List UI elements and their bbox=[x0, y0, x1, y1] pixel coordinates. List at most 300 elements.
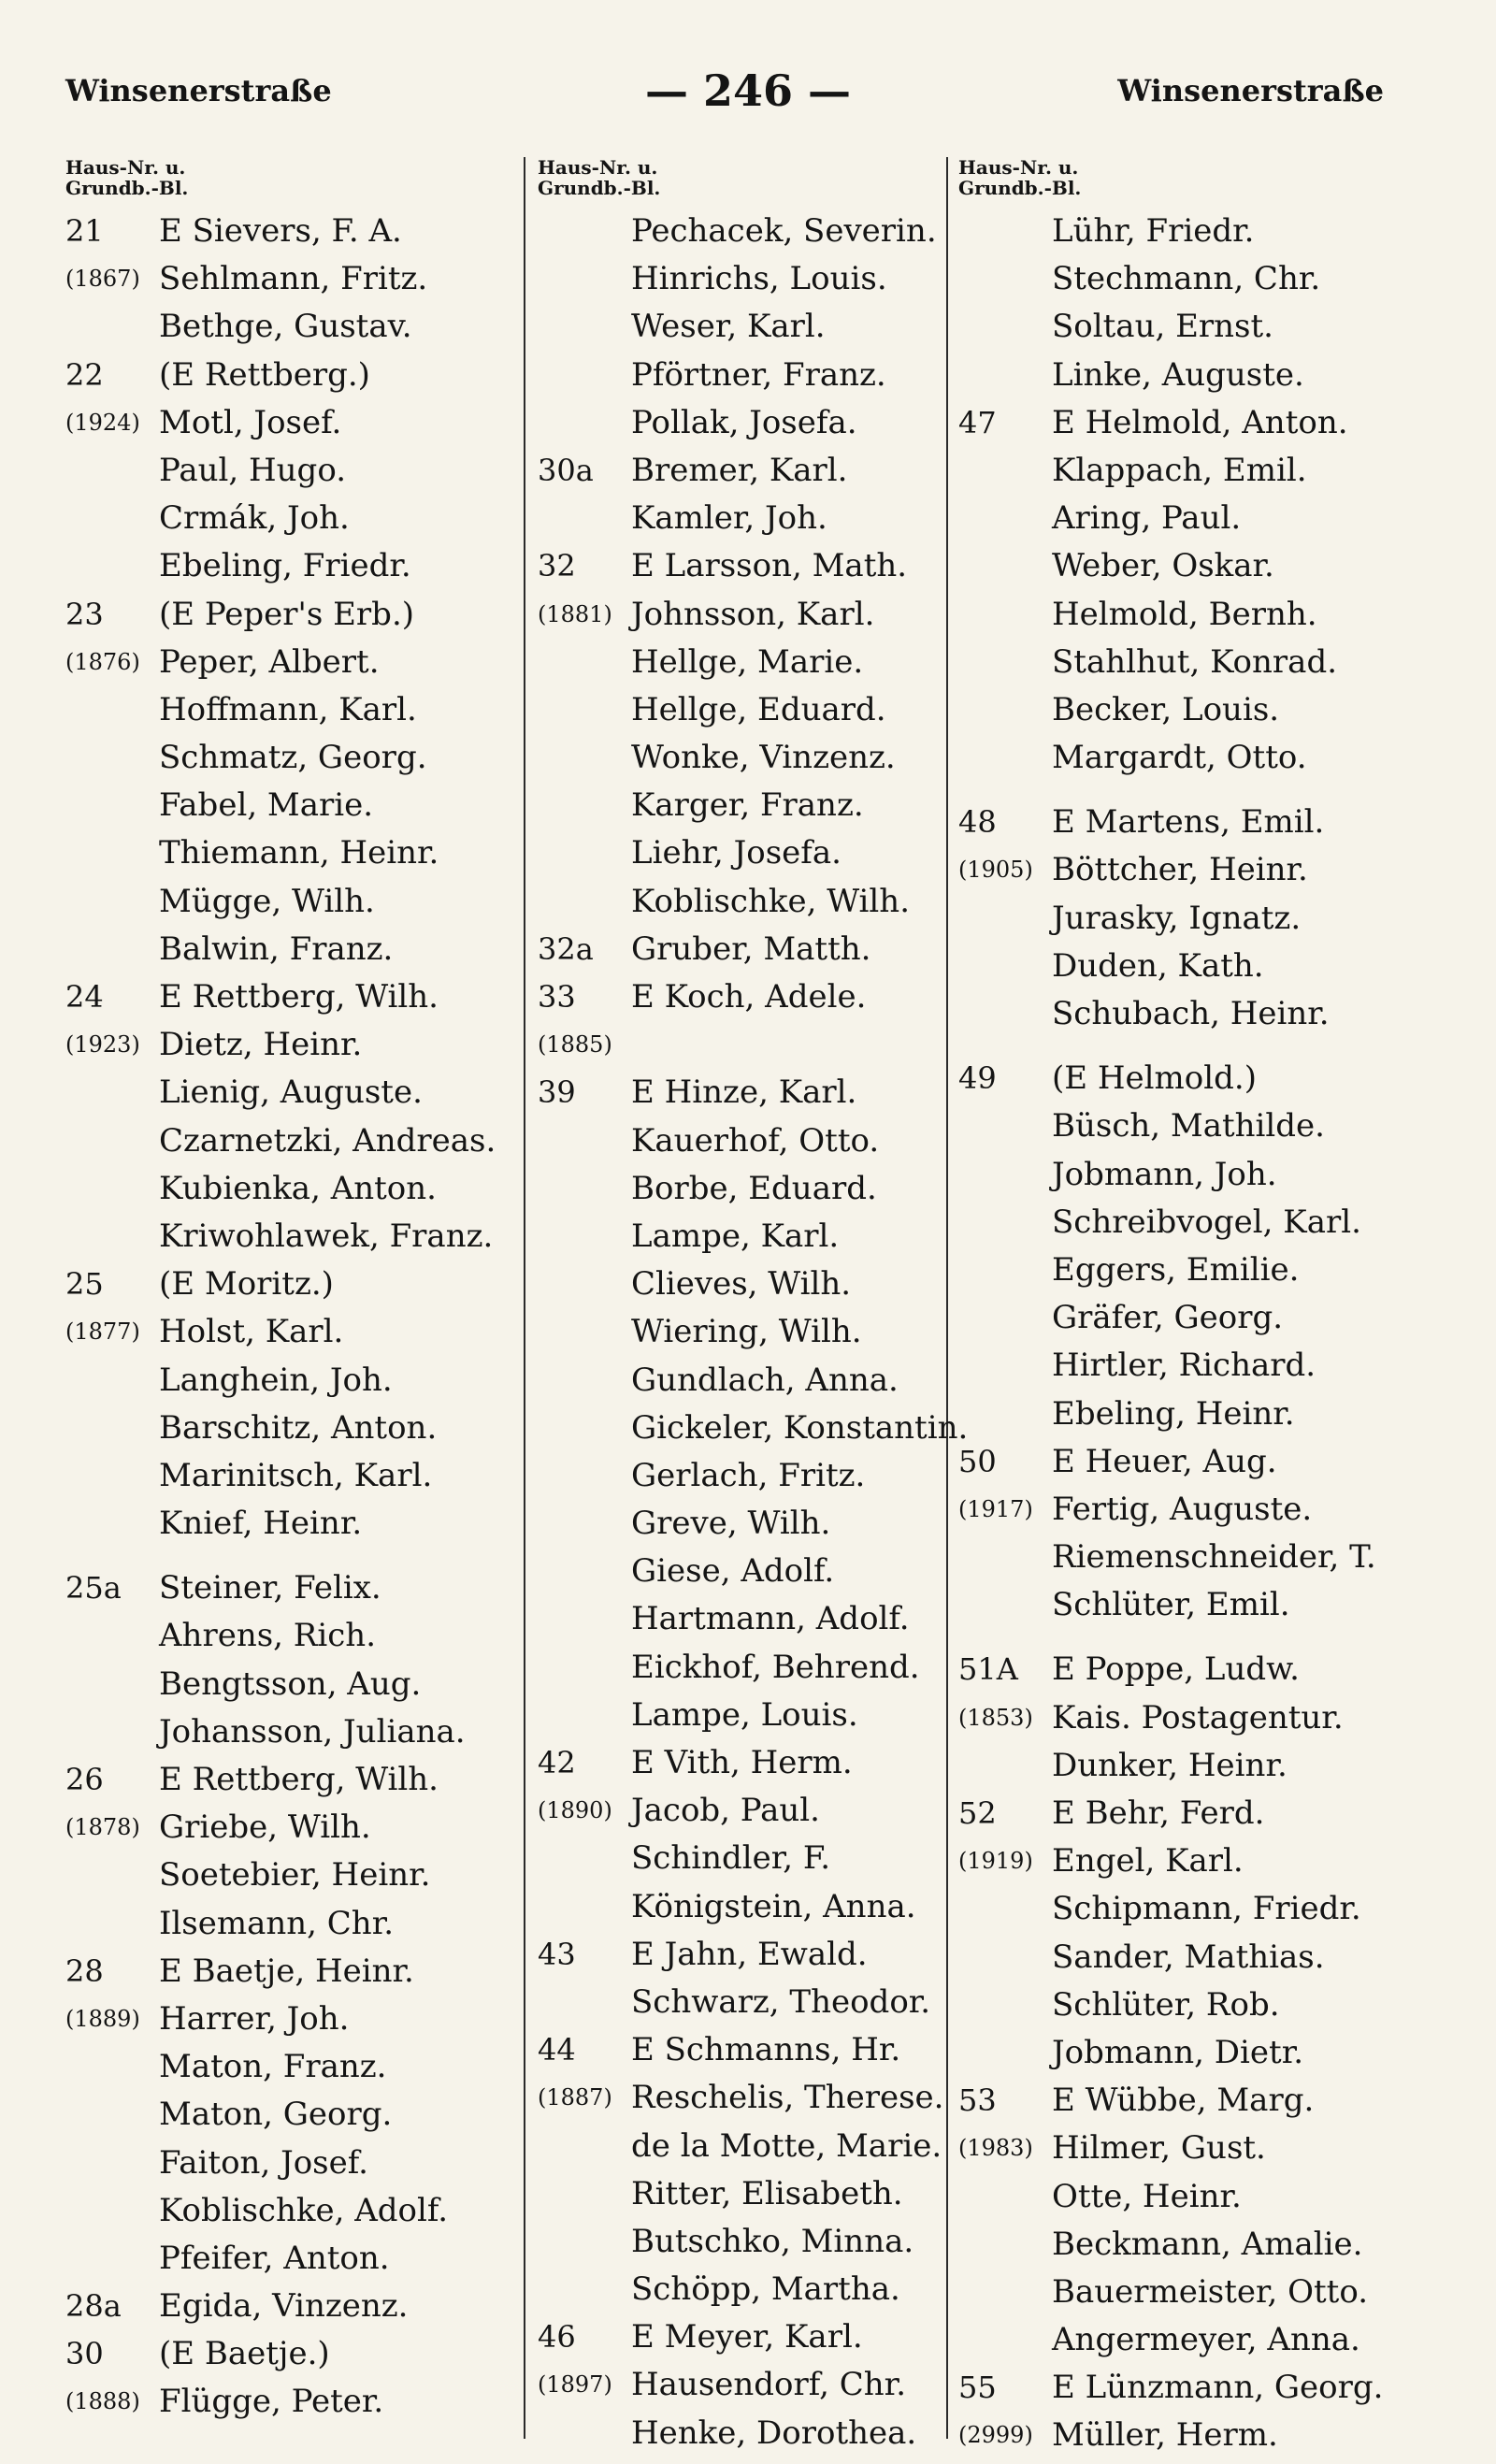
directory-entry bbox=[538, 542, 954, 590]
directory-entry bbox=[65, 2043, 533, 2091]
resident-name: Stechmann, Chr. bbox=[1052, 260, 1321, 298]
resident-name: Ebeling, Heinr. bbox=[1052, 1394, 1295, 1433]
resident-name: Bauermeister, Otto. bbox=[1052, 2272, 1369, 2311]
directory-entry bbox=[65, 303, 533, 351]
resident-name: Liehr, Josefa. bbox=[631, 834, 842, 872]
resident-name: Ahrens, Rich. bbox=[159, 1617, 377, 1655]
directory-entry bbox=[65, 734, 533, 782]
house-number: 32a bbox=[538, 930, 594, 967]
directory-entry bbox=[65, 495, 533, 542]
resident-name: Gruber, Matth. bbox=[631, 929, 871, 968]
directory-entry bbox=[65, 1213, 533, 1261]
resident-name: Ebeling, Friedr. bbox=[159, 547, 411, 585]
directory-entry bbox=[538, 2410, 954, 2457]
directory-entry bbox=[65, 686, 533, 734]
resident-name: Schubach, Heinr. bbox=[1052, 995, 1330, 1032]
column-header-line: Haus-Nr. u. bbox=[65, 156, 186, 179]
resident-name: E Larsson, Math. bbox=[631, 547, 908, 585]
directory-entry bbox=[538, 1165, 954, 1213]
house-number: 51A bbox=[958, 1651, 1018, 1688]
resident-name: Gräfer, Georg. bbox=[1052, 1299, 1284, 1337]
resident-name: Kriwohlawek, Franz. bbox=[159, 1217, 494, 1255]
directory-entry bbox=[538, 2313, 954, 2361]
directory-entry bbox=[538, 1021, 954, 1069]
running-head-left: Winsenerstraße bbox=[65, 73, 332, 108]
directory-entry bbox=[65, 1948, 533, 1996]
resident-name: E Poppe, Ludw. bbox=[1052, 1650, 1300, 1689]
directory-entry bbox=[538, 1117, 954, 1165]
resident-name: Flügge, Peter. bbox=[159, 2383, 384, 2421]
register-number: (1923) bbox=[65, 1031, 140, 1059]
resident-name: Koblischke, Adolf. bbox=[159, 2191, 449, 2229]
directory-entry bbox=[65, 1500, 533, 1548]
resident-name: Dunker, Heinr. bbox=[1052, 1746, 1287, 1784]
directory-entry bbox=[65, 1900, 533, 1948]
directory-entry bbox=[65, 208, 533, 255]
directory-entry bbox=[958, 943, 1426, 990]
column-header bbox=[538, 157, 954, 208]
resident-name: Holst, Karl. bbox=[159, 1313, 344, 1351]
resident-name: Steiner, Felix. bbox=[159, 1569, 381, 1607]
directory-entry bbox=[958, 1885, 1426, 1933]
resident-name: E Jahn, Ewald. bbox=[631, 1935, 868, 1973]
resident-name: Weser, Karl. bbox=[631, 308, 826, 346]
directory-entry bbox=[65, 1308, 533, 1356]
directory-entry bbox=[65, 591, 533, 639]
resident-name: Clieves, Wilh. bbox=[631, 1265, 852, 1304]
directory-entry bbox=[65, 829, 533, 877]
directory-entry bbox=[65, 399, 533, 447]
resident-name: Barschitz, Anton. bbox=[159, 1408, 438, 1447]
resident-name: Borbe, Eduard. bbox=[631, 1169, 877, 1207]
register-number: (1881) bbox=[538, 600, 612, 627]
resident-name: Paul, Hugo. bbox=[159, 451, 346, 489]
resident-name: E Sievers, F. A. bbox=[159, 212, 402, 250]
resident-name: Beckmann, Amalie. bbox=[1052, 2225, 1363, 2263]
resident-name: Schreibvogel, Karl. bbox=[1052, 1203, 1361, 1241]
directory-entry bbox=[958, 1055, 1426, 1102]
resident-name: E Martens, Emil. bbox=[1052, 803, 1325, 842]
resident-name: E Heuer, Aug. bbox=[1052, 1442, 1277, 1480]
directory-entry bbox=[958, 1246, 1426, 1294]
directory-entry bbox=[958, 1391, 1426, 1438]
directory-entry bbox=[538, 1787, 954, 1835]
directory-entry bbox=[958, 846, 1426, 894]
resident-name: (E Helmold.) bbox=[1052, 1059, 1257, 1098]
page-number: — 246 — bbox=[644, 65, 852, 116]
directory-entry bbox=[958, 1534, 1426, 1581]
house-number: 49 bbox=[958, 1060, 997, 1097]
register-number: (1917) bbox=[958, 1495, 1033, 1522]
directory-entry bbox=[538, 1835, 954, 1882]
directory-entry bbox=[958, 1837, 1426, 1885]
resident-name: Hinrichs, Louis. bbox=[631, 260, 887, 298]
resident-name: Angermeyer, Anna. bbox=[1052, 2321, 1360, 2359]
house-number: 25a bbox=[65, 1570, 122, 1607]
resident-name: Otte, Heinr. bbox=[1052, 2177, 1242, 2215]
directory-entry bbox=[65, 1405, 533, 1452]
directory-entry bbox=[538, 2123, 954, 2170]
house-number: 43 bbox=[538, 1936, 576, 1972]
resident-name: Stahlhut, Konrad. bbox=[1052, 642, 1338, 681]
directory-entry bbox=[538, 208, 954, 255]
house-number: 26 bbox=[65, 1762, 104, 1797]
directory-entry bbox=[538, 303, 954, 351]
entry-gap bbox=[958, 1629, 1426, 1646]
resident-name: Schindler, F. bbox=[631, 1839, 830, 1878]
resident-name: Bethge, Gustav. bbox=[159, 308, 412, 346]
resident-name: Schipmann, Friedr. bbox=[1052, 1890, 1361, 1928]
resident-name: Kais. Postagentur. bbox=[1052, 1698, 1344, 1736]
entry-gap bbox=[958, 1038, 1426, 1055]
resident-name: Becker, Louis. bbox=[1052, 690, 1280, 728]
directory-entry bbox=[958, 447, 1426, 495]
directory-entry bbox=[958, 2125, 1426, 2172]
directory-entry bbox=[958, 1438, 1426, 1486]
directory-entry bbox=[538, 1931, 954, 1979]
resident-name: de la Motte, Marie. bbox=[631, 2126, 942, 2165]
directory-entry bbox=[958, 352, 1426, 399]
register-number: (1905) bbox=[958, 857, 1033, 884]
register-number: (1889) bbox=[65, 2005, 140, 2032]
directory-entry bbox=[65, 973, 533, 1021]
register-number: (1877) bbox=[65, 1318, 140, 1346]
directory-entry bbox=[538, 1548, 954, 1595]
directory-entry bbox=[538, 399, 954, 447]
resident-name: Linke, Auguste. bbox=[1052, 355, 1304, 394]
resident-name: Sander, Mathias. bbox=[1052, 1938, 1325, 1976]
resident-name: Jobmann, Joh. bbox=[1052, 1155, 1277, 1193]
house-number: 32 bbox=[538, 548, 576, 584]
house-number: 46 bbox=[538, 2319, 576, 2356]
directory-entry bbox=[958, 1102, 1426, 1150]
register-number: (1887) bbox=[538, 2084, 612, 2111]
resident-name: Pfeifer, Anton. bbox=[159, 2239, 390, 2277]
directory-entry bbox=[538, 973, 954, 1021]
resident-name: Büsch, Mathilde. bbox=[1052, 1107, 1325, 1146]
register-number: (1897) bbox=[538, 2371, 612, 2399]
directory-entry bbox=[65, 878, 533, 926]
directory-entry bbox=[65, 1069, 533, 1117]
house-number: 42 bbox=[538, 1745, 576, 1780]
directory-entry bbox=[958, 208, 1426, 255]
house-number: 30a bbox=[538, 452, 594, 488]
directory-entry bbox=[958, 399, 1426, 447]
resident-name: Hilmer, Gust. bbox=[1052, 2129, 1266, 2168]
resident-name: Weber, Oskar. bbox=[1052, 547, 1274, 585]
resident-name: Eickhof, Behrend. bbox=[631, 1648, 920, 1686]
directory-entry bbox=[65, 1756, 533, 1804]
directory-entry bbox=[538, 1883, 954, 1931]
directory-entry bbox=[958, 1581, 1426, 1629]
resident-name: E Baetje, Heinr. bbox=[159, 1952, 414, 1990]
register-number: (1876) bbox=[65, 648, 140, 675]
directory-entry bbox=[958, 255, 1426, 303]
directory-entry bbox=[958, 990, 1426, 1038]
resident-name: Lampe, Karl. bbox=[631, 1217, 840, 1255]
directory-entry bbox=[65, 352, 533, 399]
directory-entry bbox=[538, 639, 954, 686]
resident-name: Hellge, Eduard. bbox=[631, 690, 886, 728]
directory-entry bbox=[538, 2218, 954, 2266]
register-number: (1878) bbox=[65, 1814, 140, 1841]
resident-name: Jobmann, Dietr. bbox=[1052, 2033, 1304, 2071]
resident-name: (E Moritz.) bbox=[159, 1265, 334, 1304]
resident-name: Bengtsson, Aug. bbox=[159, 1664, 422, 1703]
resident-name: Karger, Franz. bbox=[631, 786, 864, 825]
resident-name: Peper, Albert. bbox=[159, 642, 380, 681]
resident-name: Pollak, Josefa. bbox=[631, 403, 857, 441]
resident-name: Marinitsch, Karl. bbox=[159, 1456, 433, 1494]
resident-name: Butschko, Minna. bbox=[631, 2222, 914, 2260]
resident-name: Ritter, Elisabeth. bbox=[631, 2174, 903, 2212]
register-number: (2999) bbox=[958, 2422, 1033, 2449]
directory-entry bbox=[958, 303, 1426, 351]
resident-name: Hellge, Marie. bbox=[631, 642, 864, 681]
directory-entry bbox=[538, 1644, 954, 1692]
directory-entry bbox=[65, 2091, 533, 2139]
directory-entry bbox=[538, 1405, 969, 1452]
resident-name: Balwin, Franz. bbox=[159, 929, 394, 968]
directory-entry bbox=[538, 1069, 954, 1117]
house-number: 53 bbox=[958, 2082, 997, 2119]
directory-entry bbox=[958, 1694, 1426, 1742]
resident-name: E Meyer, Karl. bbox=[631, 2318, 863, 2356]
directory-entry bbox=[538, 1452, 954, 1500]
resident-name: Aring, Paul. bbox=[1052, 499, 1242, 538]
resident-name: E Vith, Herm. bbox=[631, 1744, 853, 1781]
directory-entry bbox=[65, 1852, 533, 1899]
resident-name: Helmold, Bernh. bbox=[1052, 595, 1317, 633]
resident-name: Margardt, Otto. bbox=[1052, 739, 1307, 777]
resident-name: E Lünzmann, Georg. bbox=[1052, 2369, 1384, 2407]
resident-name: Johnsson, Karl. bbox=[631, 595, 875, 633]
resident-name: Ilsemann, Chr. bbox=[159, 1904, 395, 1942]
directory-entry bbox=[538, 1595, 954, 1643]
directory-entry bbox=[538, 1692, 954, 1739]
resident-name: Kubienka, Anton. bbox=[159, 1169, 437, 1207]
register-number: (1890) bbox=[538, 1797, 612, 1824]
resident-name: Königstein, Anna. bbox=[631, 1887, 916, 1925]
directory-entry bbox=[65, 782, 533, 829]
directory-entry bbox=[958, 799, 1426, 846]
house-number: 21 bbox=[65, 213, 104, 249]
register-number: (1919) bbox=[958, 1848, 1033, 1875]
directory-entry bbox=[538, 255, 954, 303]
column-header-line: Haus-Nr. u. bbox=[958, 156, 1079, 179]
directory-entry bbox=[538, 1308, 954, 1356]
directory-entry bbox=[538, 2266, 954, 2313]
house-number: 28a bbox=[65, 2288, 122, 2325]
directory-entry bbox=[65, 2140, 533, 2187]
directory-entry bbox=[65, 2187, 533, 2235]
resident-name: Reschelis, Therese. bbox=[631, 2079, 944, 2117]
resident-name: Lienig, Auguste. bbox=[159, 1073, 423, 1112]
directory-entry bbox=[65, 1021, 533, 1069]
directory-entry bbox=[65, 1357, 533, 1405]
resident-name: Fabel, Marie. bbox=[159, 786, 374, 825]
directory-entry bbox=[958, 2029, 1426, 2077]
directory-entry bbox=[958, 686, 1426, 734]
resident-name: Soltau, Ernst. bbox=[1052, 308, 1273, 346]
directory-entry bbox=[538, 2074, 954, 2122]
directory-entry bbox=[538, 1979, 954, 2026]
column-1 bbox=[65, 157, 533, 2439]
resident-name: Schöpp, Martha. bbox=[631, 2270, 900, 2309]
resident-name: Jacob, Paul. bbox=[631, 1792, 820, 1830]
resident-name: Harrer, Joh. bbox=[159, 1999, 350, 2038]
resident-name: Eggers, Emilie. bbox=[1052, 1250, 1300, 1289]
register-number: (1867) bbox=[65, 266, 140, 293]
resident-name: (E Baetje.) bbox=[159, 2335, 330, 2373]
directory-entry bbox=[958, 2077, 1426, 2125]
house-number: 52 bbox=[958, 1795, 997, 1831]
directory-entry bbox=[538, 1500, 954, 1548]
directory-entry bbox=[958, 1151, 1426, 1199]
directory-entry bbox=[538, 878, 954, 926]
resident-name: Thiemann, Heinr. bbox=[159, 834, 439, 872]
directory-entry bbox=[65, 2330, 533, 2378]
house-number: 33 bbox=[538, 979, 576, 1015]
register-number: (1853) bbox=[958, 1704, 1033, 1731]
directory-entry bbox=[65, 1564, 533, 1612]
house-number: 55 bbox=[958, 2370, 997, 2406]
directory-entry bbox=[65, 926, 533, 973]
directory-entry bbox=[958, 495, 1426, 542]
register-number: (1888) bbox=[65, 2388, 140, 2415]
directory-entry bbox=[958, 1646, 1426, 1693]
resident-name: Dietz, Heinr. bbox=[159, 1026, 363, 1064]
directory-entry bbox=[65, 1261, 533, 1308]
resident-name: Pförtner, Franz. bbox=[631, 355, 886, 394]
directory-entry bbox=[958, 1199, 1426, 1246]
resident-name: Hirtler, Richard. bbox=[1052, 1347, 1316, 1385]
resident-name: Griebe, Wilh. bbox=[159, 1808, 371, 1847]
directory-entry bbox=[958, 1790, 1426, 1837]
directory-entry bbox=[958, 734, 1426, 782]
resident-name: Greve, Wilh. bbox=[631, 1505, 831, 1543]
column-header bbox=[958, 157, 1426, 208]
resident-name: Johansson, Juliana. bbox=[159, 1712, 466, 1751]
resident-name: Maton, Franz. bbox=[159, 2048, 387, 2086]
directory-entry bbox=[958, 1934, 1426, 1981]
directory-entry bbox=[538, 1213, 954, 1261]
directory-entry bbox=[538, 686, 954, 734]
resident-name: E Wübbe, Marg. bbox=[1052, 2082, 1315, 2120]
column-header-line: Grundb.-Bl. bbox=[65, 177, 189, 199]
resident-name: Maton, Georg. bbox=[159, 2096, 393, 2134]
house-number: 23 bbox=[65, 596, 104, 632]
resident-name: E Koch, Adele. bbox=[631, 978, 867, 1016]
resident-name: Riemenschneider, T. bbox=[1052, 1538, 1376, 1577]
directory-entry bbox=[65, 255, 533, 303]
column-2 bbox=[538, 156, 969, 2452]
resident-name: E Rettberg, Wilh. bbox=[159, 1761, 439, 1798]
directory-entry bbox=[65, 2378, 533, 2426]
directory-entry bbox=[958, 1742, 1426, 1790]
resident-name: Hoffmann, Karl. bbox=[159, 690, 417, 728]
resident-name: Bremer, Karl. bbox=[631, 451, 848, 489]
register-number: (1885) bbox=[538, 1031, 612, 1059]
resident-name: E Helmold, Anton. bbox=[1052, 403, 1348, 441]
directory-entry bbox=[65, 1165, 533, 1213]
directory-entry bbox=[65, 542, 533, 590]
resident-name: Gickeler, Konstantin. bbox=[631, 1408, 969, 1447]
resident-name: Schwarz, Theodor. bbox=[631, 1982, 931, 2021]
directory-entry bbox=[958, 895, 1426, 943]
directory-entry bbox=[958, 2173, 1426, 2221]
directory-entry bbox=[65, 639, 533, 686]
directory-entry bbox=[538, 734, 954, 782]
resident-name: E Hinze, Karl. bbox=[631, 1073, 857, 1112]
directory-entry bbox=[538, 2361, 954, 2409]
directory-entry bbox=[958, 2364, 1426, 2412]
resident-name: Müller, Herm. bbox=[1052, 2416, 1278, 2455]
directory-entry bbox=[538, 926, 954, 973]
directory-entry bbox=[958, 1294, 1426, 1342]
resident-name: E Schmanns, Hr. bbox=[631, 2031, 901, 2069]
directory-entry bbox=[958, 2316, 1426, 2364]
house-number: 25 bbox=[65, 1266, 104, 1303]
house-number: 39 bbox=[538, 1074, 576, 1111]
directory-entry bbox=[65, 2283, 533, 2330]
directory-entry bbox=[958, 2269, 1426, 2316]
column-header bbox=[65, 157, 533, 208]
resident-name: (E Peper's Erb.) bbox=[159, 595, 415, 633]
register-number: (1924) bbox=[65, 409, 140, 436]
resident-name: Jurasky, Ignatz. bbox=[1052, 899, 1302, 937]
resident-name: Kauerhof, Otto. bbox=[631, 1121, 880, 1160]
resident-name: Lampe, Louis. bbox=[631, 1695, 858, 1734]
directory-entry bbox=[538, 447, 954, 495]
house-number: 24 bbox=[65, 979, 104, 1015]
resident-name: Henke, Dorothea. bbox=[631, 2414, 917, 2452]
resident-name: Böttcher, Heinr. bbox=[1052, 851, 1308, 889]
resident-name: Schlüter, Emil. bbox=[1052, 1586, 1290, 1624]
directory-entry bbox=[958, 591, 1426, 639]
directory-entry bbox=[65, 1452, 533, 1500]
directory-entry bbox=[65, 1661, 533, 1708]
resident-name: Klappach, Emil. bbox=[1052, 451, 1307, 489]
directory-entry bbox=[958, 542, 1426, 590]
house-number: 48 bbox=[958, 804, 997, 841]
resident-name: Faiton, Josef. bbox=[159, 2143, 368, 2182]
column-header-line: Grundb.-Bl. bbox=[958, 177, 1082, 199]
directory-entry bbox=[958, 639, 1426, 686]
house-number: 47 bbox=[958, 404, 997, 440]
directory-entry bbox=[538, 1261, 954, 1308]
directory-entry bbox=[65, 1708, 533, 1756]
resident-name: Hartmann, Adolf. bbox=[631, 1600, 910, 1638]
column-header-line: Grundb.-Bl. bbox=[538, 177, 661, 199]
directory-entry bbox=[958, 1981, 1426, 2029]
directory-entry bbox=[538, 782, 954, 829]
house-number: 30 bbox=[65, 2336, 104, 2372]
entry-gap bbox=[65, 1548, 533, 1564]
running-head-right: Winsenerstraße bbox=[1117, 73, 1384, 108]
entry-gap bbox=[958, 782, 1426, 799]
resident-name: Schlüter, Rob. bbox=[1052, 1985, 1280, 2024]
directory-entry bbox=[65, 1996, 533, 2043]
directory-entry bbox=[538, 2026, 954, 2074]
resident-name: Gundlach, Anna. bbox=[631, 1361, 899, 1399]
resident-name: Knief, Heinr. bbox=[159, 1505, 363, 1543]
resident-name: Kamler, Joh. bbox=[631, 499, 827, 538]
resident-name: Gerlach, Fritz. bbox=[631, 1456, 866, 1494]
directory-entry bbox=[538, 1357, 954, 1405]
resident-name: Czarnetzki, Andreas. bbox=[159, 1121, 496, 1160]
resident-name: Motl, Josef. bbox=[159, 403, 342, 441]
